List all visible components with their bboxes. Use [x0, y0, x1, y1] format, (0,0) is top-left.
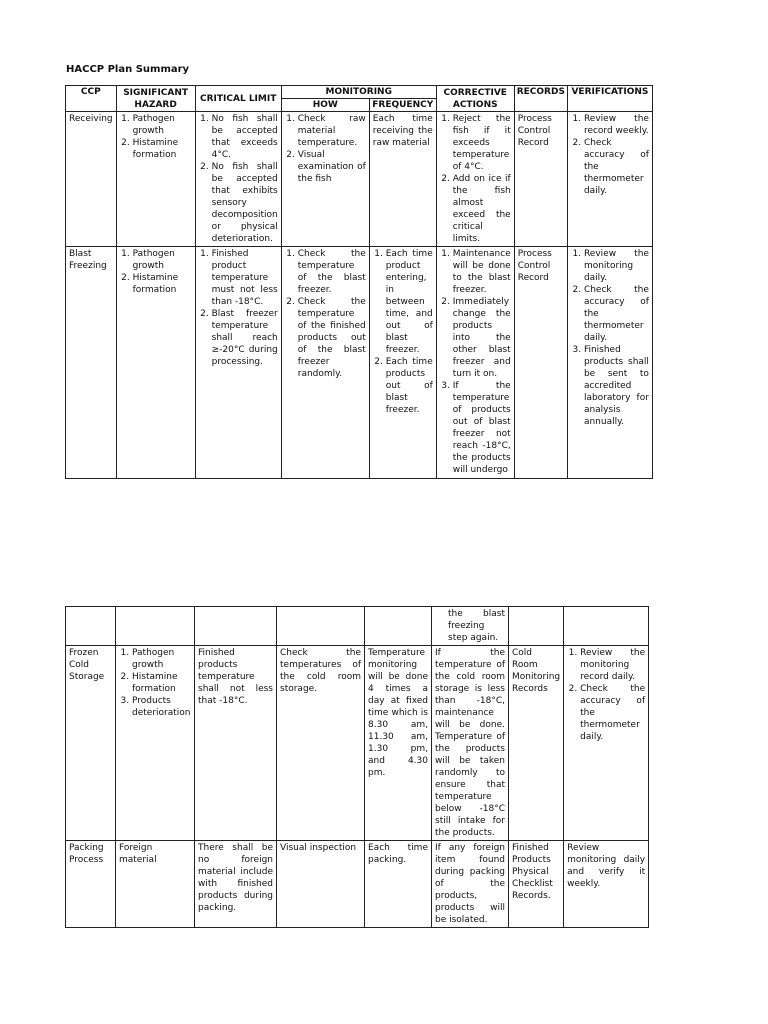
monitoring-frequency-cell: Each time receiving the raw material	[369, 112, 436, 247]
list-item: 1. Review the monitoring daily.	[584, 248, 649, 284]
header-corrective-actions: CORRECTIVE ACTIONS	[436, 86, 514, 112]
list-item: 3. Finished products shall be sent to accredited laboratory for analysis annually.	[584, 344, 649, 428]
list-item: 3. Products deterioration	[132, 695, 191, 719]
list-item: 1. Check the temperature of the blast freezer.	[298, 248, 366, 296]
header-records: RECORDS	[514, 86, 567, 112]
list-item: 1. Each time product entering, in between time, and out of blast freezer.	[386, 248, 433, 356]
header-critical-limit: CRITICAL LIMIT	[195, 86, 281, 112]
hazard-cell	[116, 112, 195, 247]
list-item: 2. Histamine formation	[132, 671, 191, 695]
corrective-action-cell	[436, 247, 514, 479]
list-item: 2. Check accuracy of the thermometer daily.	[584, 137, 649, 197]
monitoring-how-cell	[281, 247, 369, 479]
critical-limit-cell: There shall be no foreign material include with finished products during packing.	[195, 841, 277, 928]
list-item: 3. If the temperature of products out of blast freezer not reach -18°C, the products will undergo	[453, 380, 511, 476]
monitoring-frequency-cell	[369, 247, 436, 479]
page-title: HACCP Plan Summary	[66, 64, 190, 75]
list-item: 2. Histamine formation	[133, 272, 192, 296]
ccp-cell: Blast Freezing	[66, 247, 117, 479]
list-item: 1. Reject the fish if it exceeds temperature of 4°C.	[453, 113, 511, 173]
corrective-action-cell	[436, 112, 514, 247]
verifications-cell: Review monitoring daily and verify it weekly.	[564, 841, 649, 928]
corrective-action-cell: If the temperature of the cold room storage is less than -18°C, maintenance will be done. Temperature of the products will be taken randomly to ensure that temperature below -18°C still intake for the products.	[432, 646, 509, 841]
hazard-cell	[116, 247, 195, 479]
monitoring-how-cell	[281, 112, 369, 247]
corrective-action-cell	[432, 607, 509, 646]
critical-limit-cell: Finished products temperature shall not less that -18°C.	[195, 646, 277, 841]
monitoring-how-cell: Visual inspection	[277, 841, 365, 928]
table-row-frozen-cold-storage	[66, 646, 649, 841]
records-cell: Cold Room Monitoring Records	[509, 646, 564, 841]
header-how: HOW	[281, 99, 369, 112]
list-item: 1. Finished product temperature must not less than -18°C.	[212, 248, 278, 308]
ccp-cell: Receiving	[66, 112, 117, 247]
ccp-cell: Packing Process	[66, 841, 116, 928]
list-item: 1. Pathogen growth	[133, 248, 192, 272]
table-row-receiving	[66, 112, 653, 247]
list-item: 2. Blast freezer temperature shall reach ≥-20°C during processing.	[212, 308, 278, 368]
verifications-cell	[567, 112, 652, 247]
verifications-cell	[567, 247, 652, 479]
table-row-blast-freezing-continued	[66, 607, 649, 646]
list-item: 2. Check the temperature of the finished products out of the blast freezer randomly.	[298, 296, 366, 380]
hazard-cell: Foreign material	[116, 841, 195, 928]
list-item: 1. Pathogen growth	[132, 647, 191, 671]
list-item: 2. No fish shall be accepted that exhibits sensory decomposition or physical deterioration.	[212, 161, 278, 245]
header-hazard: SIGNIFICANT HAZARD	[116, 86, 195, 112]
verifications-cell	[564, 646, 649, 841]
critical-limit-cell	[195, 112, 281, 247]
haccp-table-page-1	[65, 85, 653, 479]
list-item: 1. Maintenance will be done to the blast freezer.	[453, 248, 511, 296]
records-cell: Process Control Record	[514, 247, 567, 479]
header-frequency: FREQUENCY	[369, 99, 436, 112]
table-row-packing-process	[66, 841, 649, 928]
list-item: 2. Each time products out of blast freezer.	[386, 356, 433, 416]
list-item: 1. Review the record weekly.	[584, 113, 649, 137]
list-item: 1. Pathogen growth	[133, 113, 192, 137]
monitoring-frequency-cell: Temperature monitoring will be done 4 times a day at fixed time which is 8.30 am, 11.30 am, 1.30 pm, and 4.30 pm.	[365, 646, 432, 841]
critical-limit-cell	[195, 247, 281, 479]
table-row-blast-freezing	[66, 247, 653, 479]
list-item: 2. Immediately change the products into the other blast freezer and turn it on.	[453, 296, 511, 380]
monitoring-how-cell: Check the temperatures of the cold room storage.	[277, 646, 365, 841]
list-item: 2. Check the accuracy of the thermometer daily.	[584, 284, 649, 344]
hazard-cell	[116, 646, 195, 841]
list-item: 2. Check the accuracy of the thermometer daily.	[580, 683, 645, 743]
haccp-table-page-2	[65, 606, 649, 928]
list-item: 2. Add on ice if the fish almost exceed the critical limits.	[453, 173, 511, 245]
header-ccp: CCP	[66, 86, 117, 112]
corrective-action-cell: If any foreign item found during packing of the products, products will be isolated.	[432, 841, 509, 928]
list-item: 1. Review the monitoring record daily.	[580, 647, 645, 683]
monitoring-frequency-cell: Each time packing.	[365, 841, 432, 928]
header-monitoring: MONITORING	[281, 86, 436, 99]
list-item: 2. Histamine formation	[133, 137, 192, 161]
continued-text: the blast freezing step again.	[448, 609, 505, 643]
ccp-cell: Frozen Cold Storage	[66, 646, 116, 841]
list-item: 2. Visual examination of the fish	[298, 149, 366, 185]
list-item: 1. No fish shall be accepted that exceeds 4°C.	[212, 113, 278, 161]
list-item: 1. Check raw material temperature.	[298, 113, 366, 149]
records-cell: Finished Products Physical Checklist Records.	[509, 841, 564, 928]
records-cell: Process Control Record	[514, 112, 567, 247]
header-verifications: VERIFICATIONS	[567, 86, 652, 112]
